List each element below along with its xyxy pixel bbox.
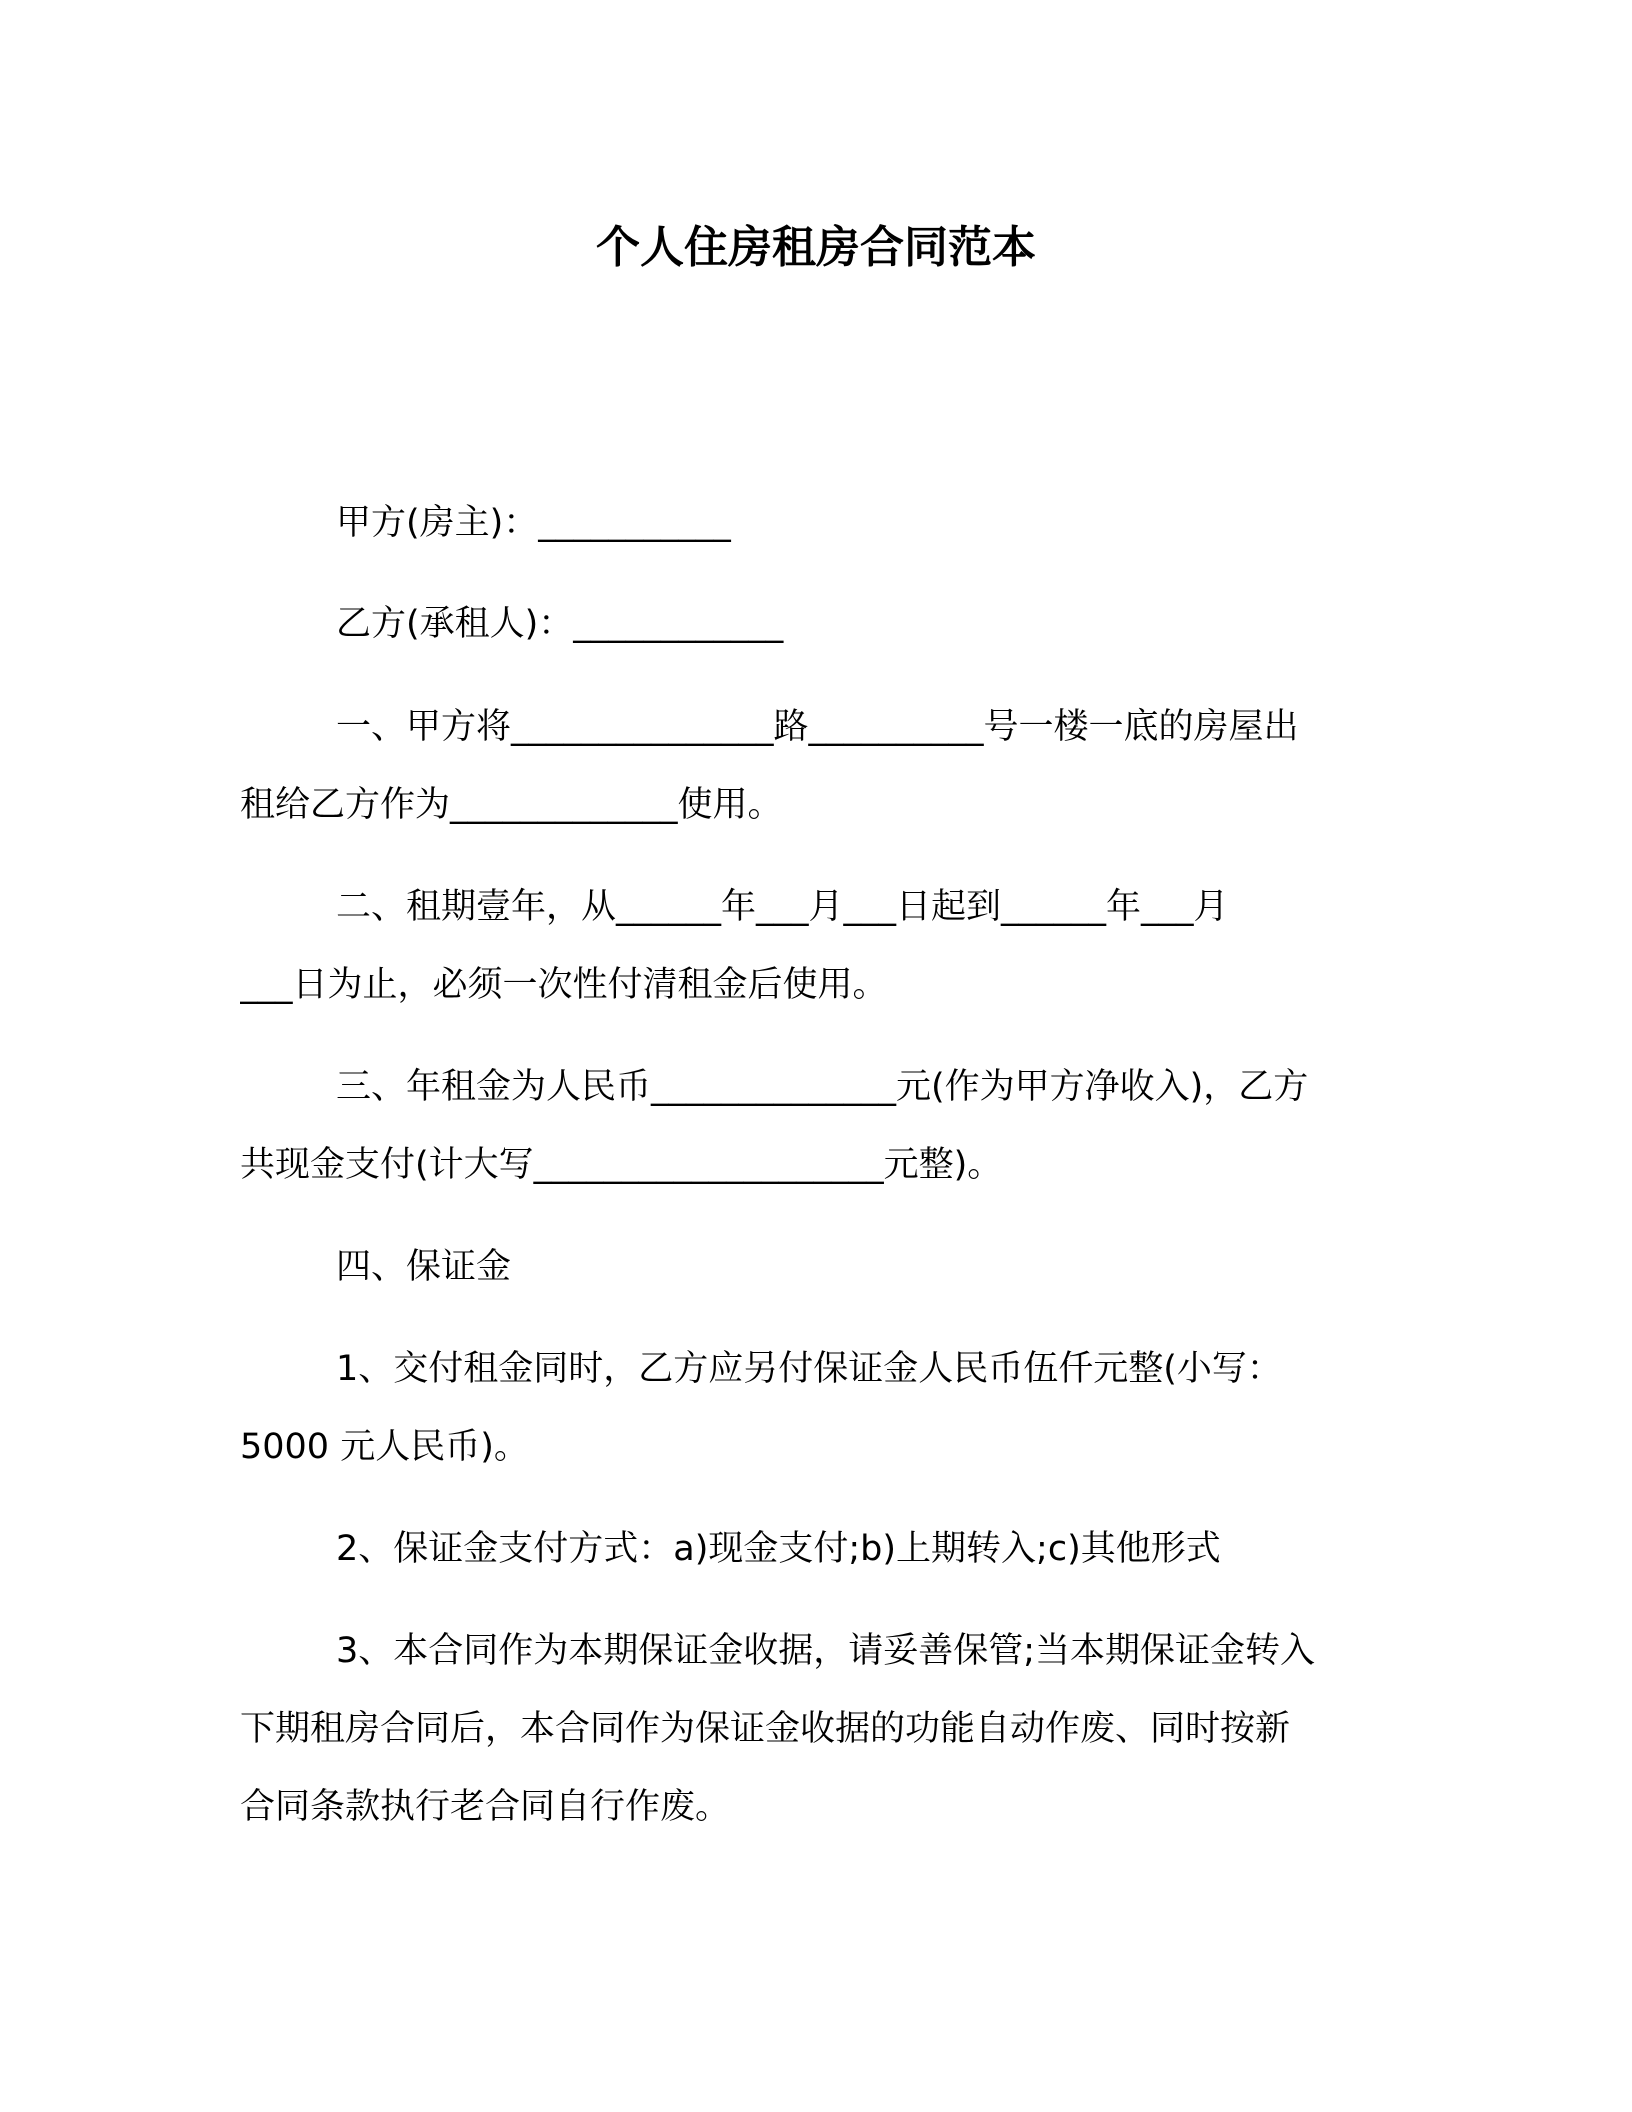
paragraph-line: 四、保证金 [336,1247,512,1287]
clause-1 [240,688,1400,844]
party-b-line [240,585,1400,663]
party-a-line [240,484,1400,562]
paragraph-line: 下期租房合同后，本合同作为保证金收据的功能自动作废、同时按新 [240,1709,1291,1749]
paragraph-line: 5000 元人民币)。 [240,1427,529,1467]
deposit-item-1 [240,1330,1400,1486]
paragraph-line: 合同条款执行老合同自行作废。 [240,1787,731,1827]
paragraph-line: 2、保证金支付方式：a)现金支付;b)上期转入;c)其他形式 [336,1529,1221,1569]
clause-2 [240,868,1400,1024]
paragraph-line: 甲方(房主)：___________ [336,503,731,543]
paragraph-line: 乙方(承租人)：____________ [336,604,784,644]
paragraph-line: 二、租期壹年，从______年___月___日起到______年___月 [336,887,1229,927]
deposit-item-3 [240,1612,1400,1846]
document-title: 个人住房租房合同范本 [596,222,1036,273]
paragraph-line: 一、甲方将_______________路__________号一楼一底的房屋出 [336,707,1299,747]
paragraph-line: 三、年租金为人民币______________元(作为甲方净收入)，乙方 [336,1067,1309,1107]
paragraph-line: 3、本合同作为本期保证金收据，请妥善保管;当本期保证金转入 [336,1631,1316,1671]
paragraph-line: 租给乙方作为_____________使用。 [240,785,783,825]
paragraph-line: 共现金支付(计大写____________________元整)。 [240,1145,1003,1185]
paragraph-line: ___日为止，必须一次性付清租金后使用。 [240,965,888,1005]
deposit-item-2 [240,1510,1400,1588]
clause-4-heading [240,1228,1400,1306]
clause-3 [240,1048,1400,1204]
paragraph-line: 1、交付租金同时，乙方应另付保证金人民币伍仟元整(小写： [336,1349,1282,1389]
